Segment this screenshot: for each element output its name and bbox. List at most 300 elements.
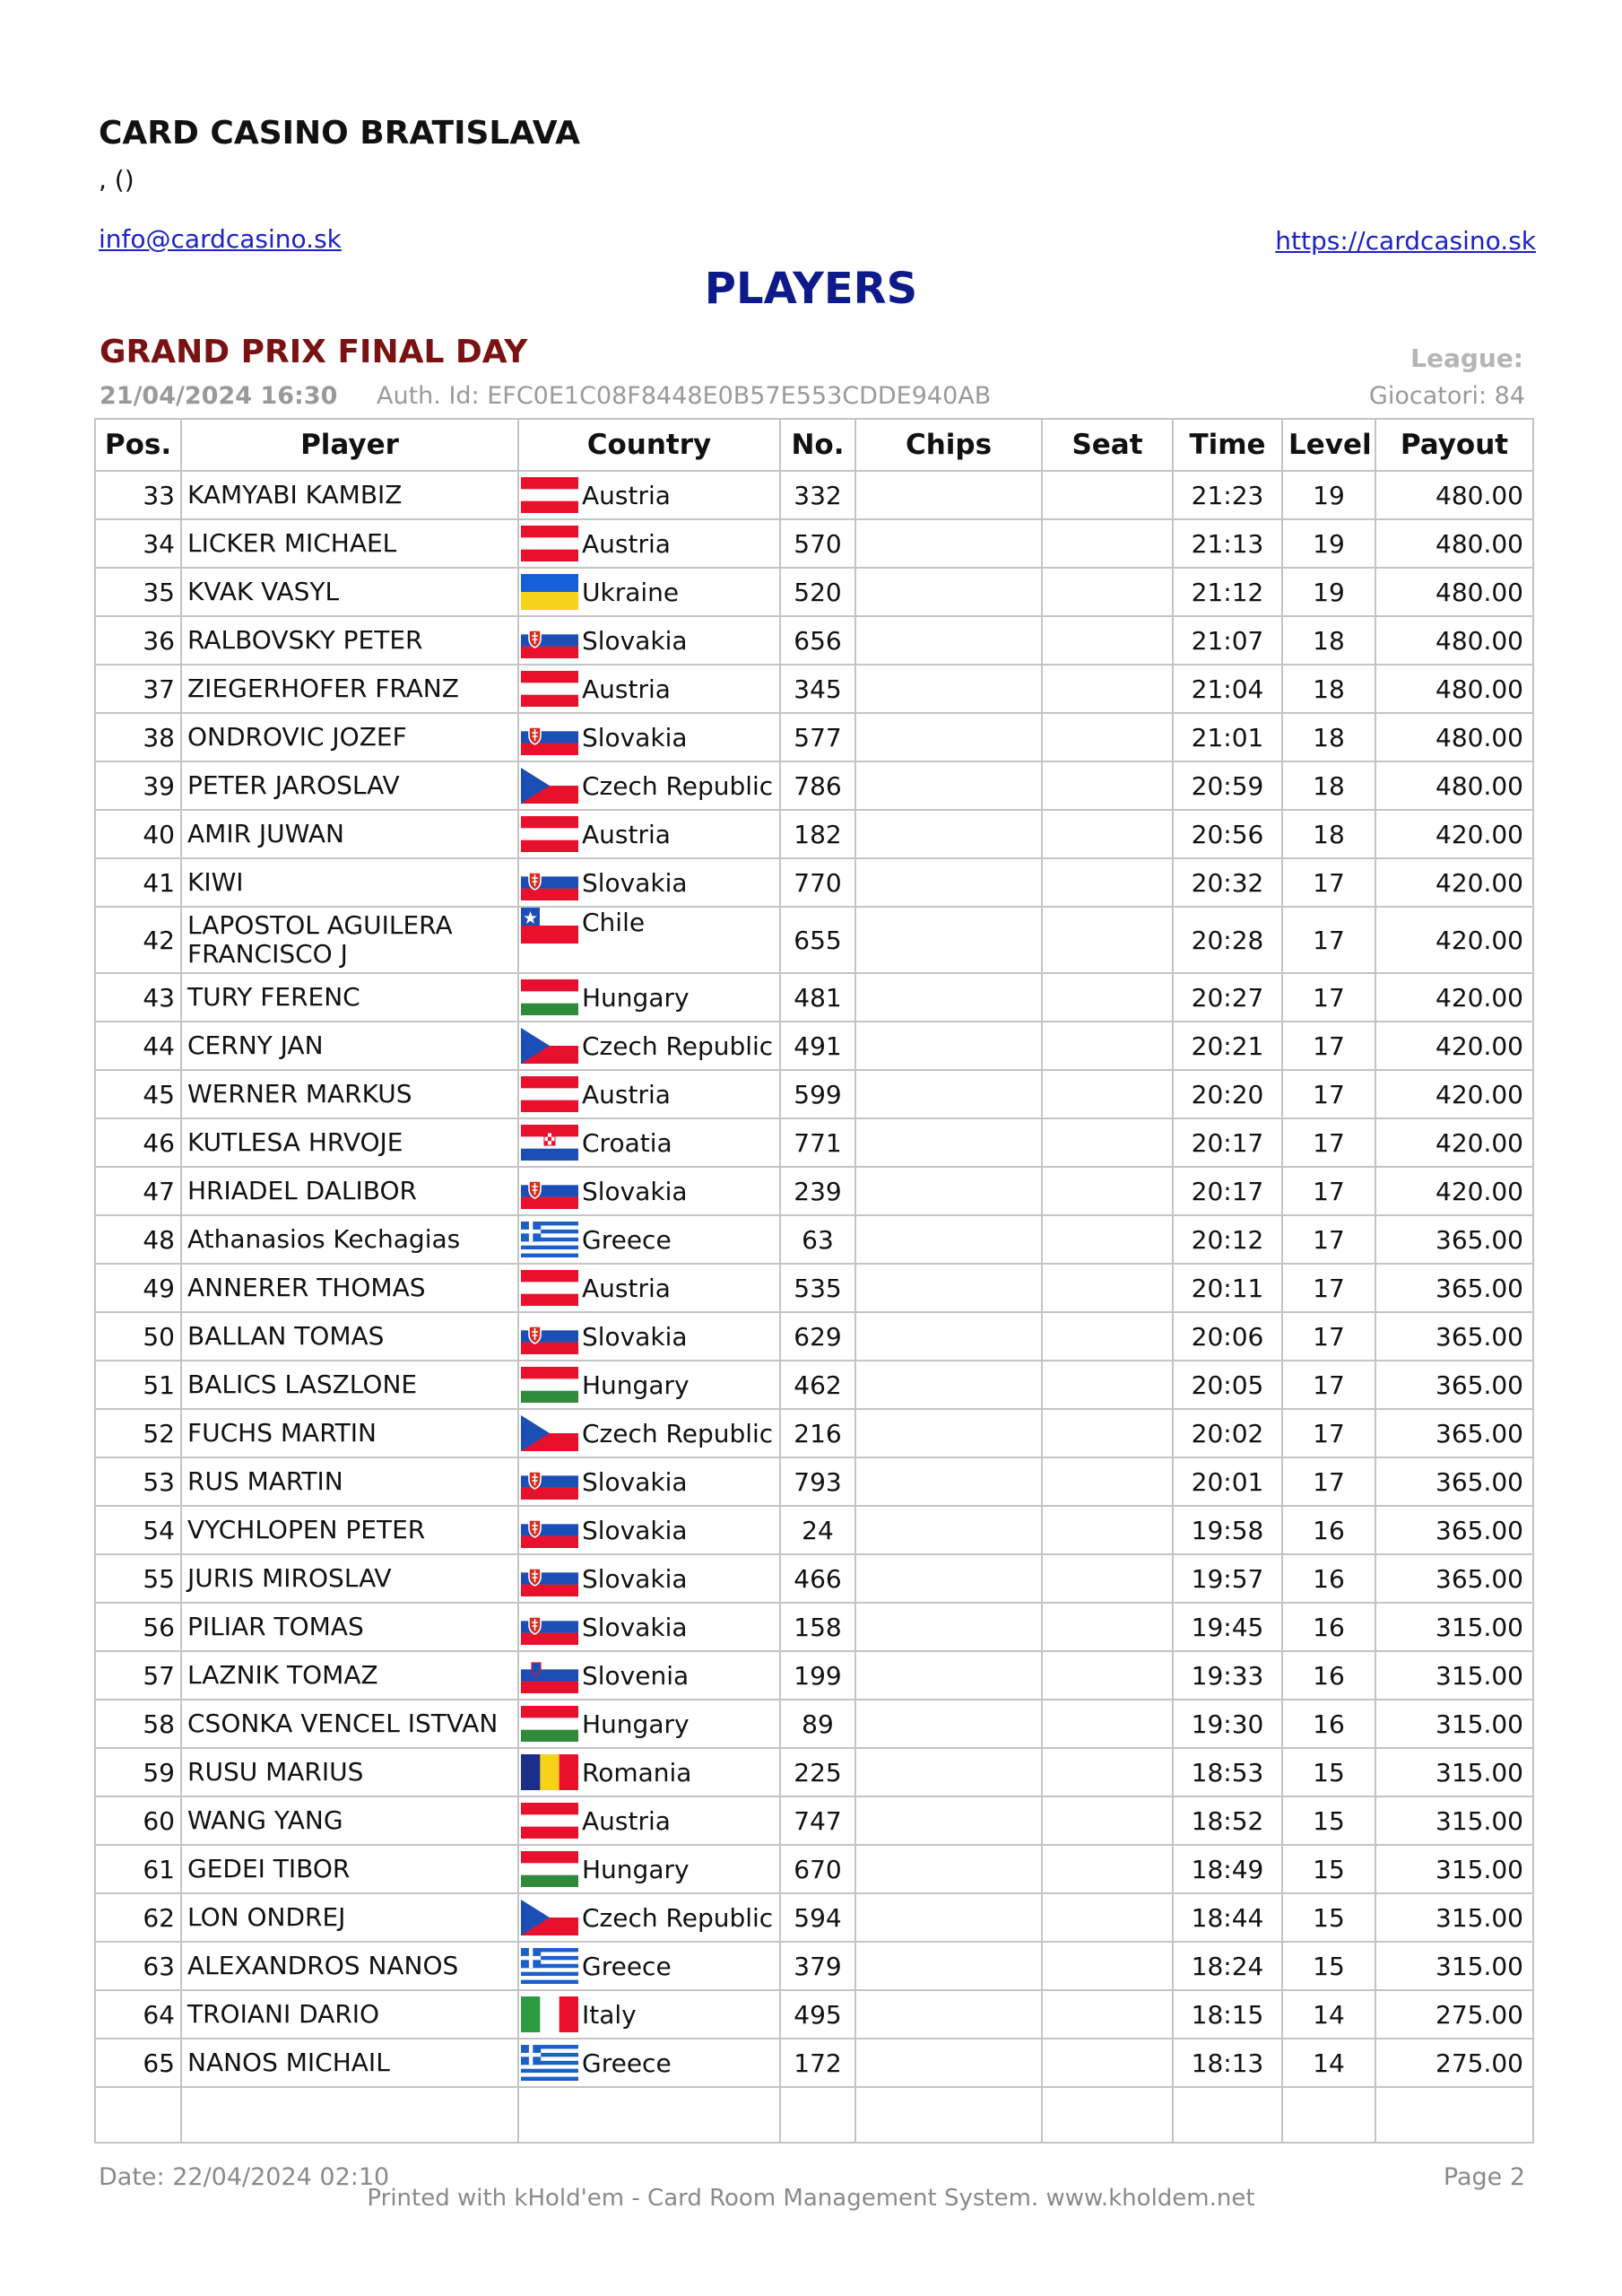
cell-seat [1042, 1022, 1173, 1070]
cell-level: 17 [1282, 1361, 1375, 1409]
cell-time: 20:02 [1173, 1409, 1282, 1457]
slovenia-flag-icon [521, 1657, 578, 1693]
cell-payout: 365.00 [1375, 1554, 1533, 1603]
cell-time: 19:57 [1173, 1554, 1282, 1603]
cell-country [518, 1022, 780, 1070]
table-row [95, 1796, 1533, 1845]
cell-time: 21:07 [1173, 616, 1282, 665]
empty-cell [1042, 2087, 1173, 2143]
cell-level: 17 [1282, 1312, 1375, 1361]
slovakia-flag-icon [521, 719, 578, 755]
cell-level: 15 [1282, 1845, 1375, 1893]
country-name: Slovakia [582, 625, 688, 656]
cell-seat [1042, 858, 1173, 907]
czech-flag-icon [521, 768, 578, 804]
cell-player: HRIADEL DALIBOR [181, 1167, 518, 1215]
cell-time: 20:12 [1173, 1215, 1282, 1264]
cell-player: KUTLESA HRVOJE [181, 1118, 518, 1167]
table-row [95, 907, 1533, 973]
cell-seat [1042, 1264, 1173, 1312]
cell-pos: 64 [95, 1990, 181, 2039]
cell-no: 182 [780, 810, 855, 858]
cell-no: 747 [780, 1796, 855, 1845]
cell-seat [1042, 810, 1173, 858]
page-title: PLAYERS [704, 264, 918, 314]
empty-cell [1282, 2087, 1375, 2143]
cell-level: 17 [1282, 1264, 1375, 1312]
cell-chips [855, 1167, 1042, 1215]
czech-flag-icon [521, 1900, 578, 1935]
austria-flag-icon [521, 1270, 578, 1306]
cell-player: LAPOSTOL AGUILERA FRANCISCO J [181, 907, 518, 973]
cell-no: 770 [780, 858, 855, 907]
column-header-level: Level [1282, 419, 1375, 471]
country-name: Romania [582, 1757, 692, 1787]
cell-chips [855, 1651, 1042, 1700]
cell-time: 21:12 [1173, 568, 1282, 616]
cell-country [518, 1651, 780, 1700]
cell-country [518, 907, 780, 973]
players-count: Giocatori: 84 [1368, 382, 1525, 410]
cell-seat [1042, 713, 1173, 761]
country-name: Hungary [582, 1370, 690, 1400]
cell-no: 656 [780, 616, 855, 665]
cell-player: BALICS LASZLONE [181, 1361, 518, 1409]
austria-flag-icon [521, 816, 578, 852]
cell-payout: 480.00 [1375, 568, 1533, 616]
country-name: Slovakia [582, 867, 688, 898]
table-row [95, 1312, 1533, 1361]
league-label: League: [1410, 344, 1523, 373]
cell-level: 15 [1282, 1748, 1375, 1796]
website-link[interactable]: https://cardcasino.sk [1275, 226, 1536, 256]
cell-no: 793 [780, 1457, 855, 1506]
cell-seat [1042, 1845, 1173, 1893]
cell-pos: 62 [95, 1893, 181, 1942]
cell-pos: 41 [95, 858, 181, 907]
table-row [95, 713, 1533, 761]
hungary-flag-icon [521, 1851, 578, 1887]
country-name: Greece [582, 1224, 672, 1255]
table-row [95, 1942, 1533, 1990]
country-name: Austria [582, 480, 671, 510]
cell-pos: 61 [95, 1845, 181, 1893]
cell-level: 17 [1282, 858, 1375, 907]
column-header-country: Country [518, 419, 780, 471]
cell-chips [855, 1796, 1042, 1845]
table-row [95, 665, 1533, 713]
cell-player: LICKER MICHAEL [181, 519, 518, 568]
cell-seat [1042, 1942, 1173, 1990]
cell-pos: 57 [95, 1651, 181, 1700]
cell-chips [855, 973, 1042, 1022]
cell-level: 17 [1282, 1118, 1375, 1167]
cell-country [518, 471, 780, 519]
table-row [95, 1022, 1533, 1070]
cell-pos: 37 [95, 665, 181, 713]
cell-level: 16 [1282, 1554, 1375, 1603]
country-name: Italy [582, 1999, 637, 2030]
cell-payout: 365.00 [1375, 1361, 1533, 1409]
tournament-datetime: 21/04/2024 16:30 [100, 382, 338, 410]
cell-no: 594 [780, 1893, 855, 1942]
cell-payout: 315.00 [1375, 1748, 1533, 1796]
table-row [95, 858, 1533, 907]
cell-level: 19 [1282, 471, 1375, 519]
romania-flag-icon [521, 1754, 578, 1790]
cell-time: 20:17 [1173, 1118, 1282, 1167]
cell-player: TROIANI DARIO [181, 1990, 518, 2039]
cell-player: JURIS MIROSLAV [181, 1554, 518, 1603]
cell-no: 172 [780, 2039, 855, 2087]
cell-level: 15 [1282, 1942, 1375, 1990]
cell-country [518, 1796, 780, 1845]
cell-seat [1042, 1990, 1173, 2039]
cell-no: 225 [780, 1748, 855, 1796]
table-row [95, 1361, 1533, 1409]
column-header-pos: Pos. [95, 419, 181, 471]
cell-time: 18:15 [1173, 1990, 1282, 2039]
cell-level: 19 [1282, 568, 1375, 616]
email-link[interactable]: info@cardcasino.sk [99, 224, 342, 254]
cell-country [518, 1264, 780, 1312]
cell-no: 629 [780, 1312, 855, 1361]
cell-payout: 420.00 [1375, 1022, 1533, 1070]
cell-seat [1042, 1893, 1173, 1942]
cell-player: FUCHS MARTIN [181, 1409, 518, 1457]
country-name: Greece [582, 2048, 672, 2078]
cell-chips [855, 2039, 1042, 2087]
table-row [95, 1506, 1533, 1554]
cell-player: RUSU MARIUS [181, 1748, 518, 1796]
cell-pos: 34 [95, 519, 181, 568]
cell-seat [1042, 1506, 1173, 1554]
cell-no: 570 [780, 519, 855, 568]
cell-chips [855, 761, 1042, 810]
cell-chips [855, 1845, 1042, 1893]
cell-time: 18:52 [1173, 1796, 1282, 1845]
cell-player: PETER JAROSLAV [181, 761, 518, 810]
slovakia-flag-icon [521, 865, 578, 900]
czech-flag-icon [521, 1028, 578, 1064]
table-row [95, 1700, 1533, 1748]
cell-no: 239 [780, 1167, 855, 1215]
slovakia-flag-icon [521, 1318, 578, 1354]
cell-pos: 44 [95, 1022, 181, 1070]
cell-player: ALEXANDROS NANOS [181, 1942, 518, 1990]
cell-payout: 365.00 [1375, 1506, 1533, 1554]
table-row [95, 1651, 1533, 1700]
cell-country [518, 973, 780, 1022]
cell-payout: 420.00 [1375, 810, 1533, 858]
cell-level: 16 [1282, 1700, 1375, 1748]
cell-pos: 48 [95, 1215, 181, 1264]
cell-payout: 420.00 [1375, 1070, 1533, 1118]
cell-seat [1042, 761, 1173, 810]
cell-country [518, 568, 780, 616]
cell-country [518, 713, 780, 761]
cell-payout: 315.00 [1375, 1651, 1533, 1700]
cell-payout: 315.00 [1375, 1700, 1533, 1748]
cell-player: BALLAN TOMAS [181, 1312, 518, 1361]
chile-flag-icon [521, 908, 578, 944]
country-name: Czech Republic [582, 1418, 774, 1448]
country-name: Austria [582, 1805, 671, 1836]
table-row [95, 2039, 1533, 2087]
cell-level: 17 [1282, 973, 1375, 1022]
cell-time: 20:01 [1173, 1457, 1282, 1506]
cell-country [518, 1312, 780, 1361]
table-row [95, 1167, 1533, 1215]
cell-chips [855, 1942, 1042, 1990]
cell-seat [1042, 1409, 1173, 1457]
cell-level: 17 [1282, 1215, 1375, 1264]
cell-time: 20:28 [1173, 907, 1282, 973]
cell-pos: 38 [95, 713, 181, 761]
cell-time: 19:45 [1173, 1603, 1282, 1651]
country-name: Hungary [582, 1709, 690, 1739]
country-name: Slovenia [582, 1660, 690, 1691]
empty-cell [1375, 2087, 1533, 2143]
country-name: Greece [582, 1951, 672, 1981]
cell-pos: 54 [95, 1506, 181, 1554]
auth-id: Auth. Id: EFC0E1C08F8448E0B57E553CDDE940AB [377, 382, 992, 410]
cell-seat [1042, 665, 1173, 713]
cell-no: 491 [780, 1022, 855, 1070]
cell-level: 17 [1282, 1167, 1375, 1215]
cell-payout: 480.00 [1375, 665, 1533, 713]
country-name: Slovakia [582, 1612, 688, 1642]
cell-seat [1042, 1070, 1173, 1118]
casino-address: , () [99, 165, 134, 195]
cell-pos: 63 [95, 1942, 181, 1990]
cell-country [518, 1942, 780, 1990]
cell-time: 20:21 [1173, 1022, 1282, 1070]
country-name: Slovakia [582, 1515, 688, 1545]
country-name: Hungary [582, 1854, 690, 1884]
cell-seat [1042, 1361, 1173, 1409]
table-row [95, 519, 1533, 568]
cell-pos: 49 [95, 1264, 181, 1312]
cell-player: CSONKA VENCEL ISTVAN [181, 1700, 518, 1748]
cell-payout: 480.00 [1375, 713, 1533, 761]
cell-player: RALBOVSKY PETER [181, 616, 518, 665]
empty-cell [855, 2087, 1042, 2143]
cell-player: LAZNIK TOMAZ [181, 1651, 518, 1700]
cell-payout: 480.00 [1375, 616, 1533, 665]
cell-seat [1042, 1312, 1173, 1361]
cell-country [518, 1554, 780, 1603]
cell-player: KVAK VASYL [181, 568, 518, 616]
country-name: Austria [582, 819, 671, 849]
cell-country [518, 665, 780, 713]
cell-level: 19 [1282, 519, 1375, 568]
column-header-chips: Chips [855, 419, 1042, 471]
hungary-flag-icon [521, 979, 578, 1015]
cell-payout: 365.00 [1375, 1264, 1533, 1312]
cell-seat [1042, 1700, 1173, 1748]
print-date: Date: 22/04/2024 02:10 [99, 2163, 390, 2191]
cell-no: 535 [780, 1264, 855, 1312]
austria-flag-icon [521, 671, 578, 707]
table-row [95, 1893, 1533, 1942]
cell-seat [1042, 616, 1173, 665]
cell-payout: 420.00 [1375, 973, 1533, 1022]
cell-payout: 275.00 [1375, 1990, 1533, 2039]
cell-chips [855, 713, 1042, 761]
cell-pos: 51 [95, 1361, 181, 1409]
cell-seat [1042, 1215, 1173, 1264]
cell-country [518, 1990, 780, 2039]
cell-seat [1042, 1554, 1173, 1603]
cell-level: 17 [1282, 1070, 1375, 1118]
cell-time: 20:20 [1173, 1070, 1282, 1118]
cell-country [518, 858, 780, 907]
cell-level: 14 [1282, 1990, 1375, 2039]
cell-time: 18:24 [1173, 1942, 1282, 1990]
column-header-seat: Seat [1042, 419, 1173, 471]
table-row [95, 1118, 1533, 1167]
cell-country [518, 1845, 780, 1893]
cell-time: 18:44 [1173, 1893, 1282, 1942]
cell-player: TURY FERENC [181, 973, 518, 1022]
cell-chips [855, 1748, 1042, 1796]
cell-level: 17 [1282, 1409, 1375, 1457]
cell-level: 16 [1282, 1651, 1375, 1700]
cell-time: 20:27 [1173, 973, 1282, 1022]
cell-level: 16 [1282, 1506, 1375, 1554]
cell-payout: 315.00 [1375, 1603, 1533, 1651]
cell-chips [855, 1893, 1042, 1942]
slovakia-flag-icon [521, 622, 578, 658]
cell-no: 520 [780, 568, 855, 616]
cell-level: 17 [1282, 1022, 1375, 1070]
cell-no: 786 [780, 761, 855, 810]
cell-country [518, 1118, 780, 1167]
column-header-no: No. [780, 419, 855, 471]
austria-flag-icon [521, 477, 578, 513]
cell-level: 18 [1282, 665, 1375, 713]
italy-flag-icon [521, 1996, 578, 2032]
cell-payout: 365.00 [1375, 1215, 1533, 1264]
cell-player: WANG YANG [181, 1796, 518, 1845]
cell-time: 18:53 [1173, 1748, 1282, 1796]
cell-country [518, 1457, 780, 1506]
cell-country [518, 1603, 780, 1651]
cell-time: 19:58 [1173, 1506, 1282, 1554]
country-name: Slovakia [582, 1466, 688, 1497]
table-row [95, 1990, 1533, 2039]
table-row [95, 973, 1533, 1022]
cell-time: 20:59 [1173, 761, 1282, 810]
cell-chips [855, 1361, 1042, 1409]
cell-level: 17 [1282, 907, 1375, 973]
country-name: Ukraine [582, 577, 680, 607]
cell-country [518, 1506, 780, 1554]
cell-no: 379 [780, 1942, 855, 1990]
cell-chips [855, 568, 1042, 616]
cell-no: 345 [780, 665, 855, 713]
cell-no: 89 [780, 1700, 855, 1748]
cell-time: 21:04 [1173, 665, 1282, 713]
cell-level: 17 [1282, 1457, 1375, 1506]
cell-time: 18:49 [1173, 1845, 1282, 1893]
cell-chips [855, 1409, 1042, 1457]
table-row [95, 761, 1533, 810]
cell-player: NANOS MICHAIL [181, 2039, 518, 2087]
cell-seat [1042, 907, 1173, 973]
country-name: Austria [582, 528, 671, 559]
cell-seat [1042, 1457, 1173, 1506]
cell-chips [855, 907, 1042, 973]
column-header-player: Player [181, 419, 518, 471]
tournament-name: GRAND PRIX FINAL DAY [100, 334, 528, 370]
empty-cell [95, 2087, 181, 2143]
cell-payout: 315.00 [1375, 1845, 1533, 1893]
country-name: Croatia [582, 1127, 672, 1158]
cell-pos: 53 [95, 1457, 181, 1506]
cell-country [518, 1748, 780, 1796]
empty-cell [518, 2087, 780, 2143]
cell-pos: 58 [95, 1700, 181, 1748]
ukraine-flag-icon [521, 574, 578, 610]
cell-country [518, 1215, 780, 1264]
cell-payout: 480.00 [1375, 519, 1533, 568]
cell-payout: 315.00 [1375, 1796, 1533, 1845]
cell-pos: 33 [95, 471, 181, 519]
cell-no: 216 [780, 1409, 855, 1457]
cell-level: 15 [1282, 1796, 1375, 1845]
cell-level: 18 [1282, 616, 1375, 665]
cell-country [518, 1409, 780, 1457]
cell-chips [855, 519, 1042, 568]
country-name: Austria [582, 674, 671, 704]
cell-seat [1042, 973, 1173, 1022]
cell-chips [855, 1990, 1042, 2039]
cell-seat [1042, 1748, 1173, 1796]
cell-pos: 39 [95, 761, 181, 810]
austria-flag-icon [521, 526, 578, 561]
cell-time: 20:11 [1173, 1264, 1282, 1312]
cell-payout: 480.00 [1375, 761, 1533, 810]
cell-no: 495 [780, 1990, 855, 2039]
cell-seat [1042, 519, 1173, 568]
cell-seat [1042, 1118, 1173, 1167]
cell-pos: 47 [95, 1167, 181, 1215]
austria-flag-icon [521, 1076, 578, 1112]
table-row [95, 568, 1533, 616]
cell-player: WERNER MARKUS [181, 1070, 518, 1118]
cell-time: 21:23 [1173, 471, 1282, 519]
cell-chips [855, 1312, 1042, 1361]
cell-pos: 52 [95, 1409, 181, 1457]
cell-country [518, 2039, 780, 2087]
cell-chips [855, 1603, 1042, 1651]
cell-no: 158 [780, 1603, 855, 1651]
cell-pos: 45 [95, 1070, 181, 1118]
country-name: Slovakia [582, 1176, 688, 1206]
cell-time: 20:32 [1173, 858, 1282, 907]
czech-flag-icon [521, 1415, 578, 1451]
cell-no: 771 [780, 1118, 855, 1167]
cell-payout: 420.00 [1375, 1118, 1533, 1167]
cell-country [518, 810, 780, 858]
cell-player: KAMYABI KAMBIZ [181, 471, 518, 519]
cell-level: 18 [1282, 761, 1375, 810]
cell-no: 599 [780, 1070, 855, 1118]
table-row [95, 616, 1533, 665]
cell-time: 20:05 [1173, 1361, 1282, 1409]
